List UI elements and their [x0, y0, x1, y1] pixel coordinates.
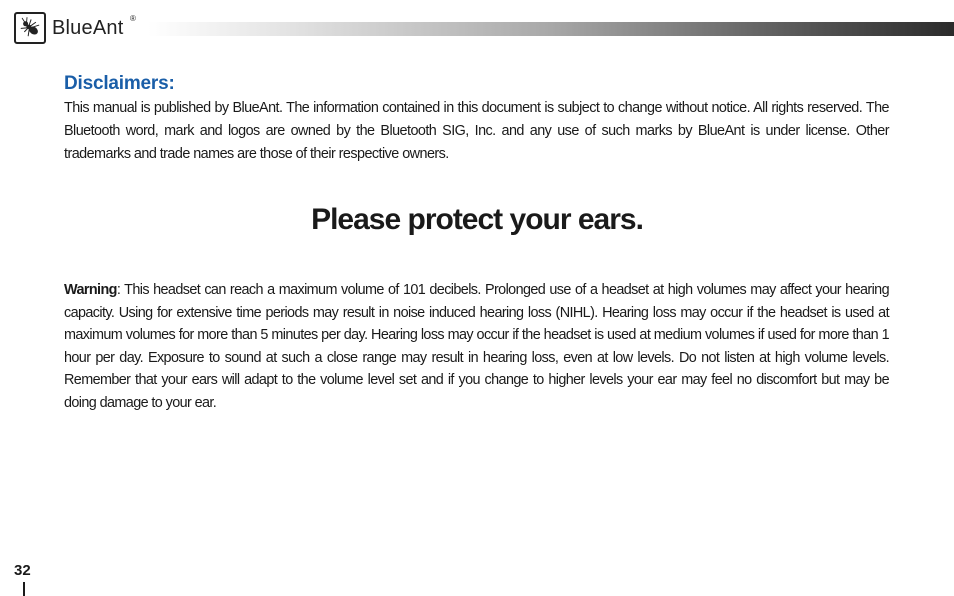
- page-header: [0, 0, 954, 48]
- header-gradient-bar: [148, 22, 954, 36]
- registered-mark: ®: [130, 14, 136, 23]
- page-number-tick: [23, 582, 25, 596]
- ant-glyph: [18, 16, 42, 40]
- ant-logo-icon: [14, 12, 46, 44]
- warning-text: : This headset can reach a maximum volume of 101 decibels. Prolonged use of a headset at high volumes may affect your hearing capacity. Using for extensive time periods may result in noise induced hearing loss (NIHL). Hearing loss may occur if the headset is used at maximum volumes for more than 5 minutes per day. Hearing loss may occur if the headset is used at medium volumes if used for more than 1 hour per day. Exposure to sound at such a close range may result in hearing loss, even at low levels. Do not listen at high volume levels. Remember that your ears will adapt to the volume level set and if you change to higher levels your ear may feel no discomfort but may be doing damage to your ear.: [64, 282, 889, 411]
- protect-ears-heading: Please protect your ears.: [311, 203, 643, 236]
- brand-name: BlueAnt: [52, 17, 124, 39]
- warning-paragraph: [64, 279, 889, 415]
- page-number: 32: [14, 562, 31, 579]
- warning-label: Warning: [64, 282, 117, 298]
- disclaimers-text: This manual is published by BlueAnt. The information contained in this document is subject to change without notice. All rights reserved. The Bluetooth word, mark and logos are owned by the Bluetooth SIG, Inc. and any use of such marks by BlueAnt is under license. Other trademarks and trade names are those of their respective owners.: [64, 100, 889, 162]
- disclaimers-section: [64, 72, 889, 166]
- disclaimers-heading: Disclaimers:: [64, 73, 175, 94]
